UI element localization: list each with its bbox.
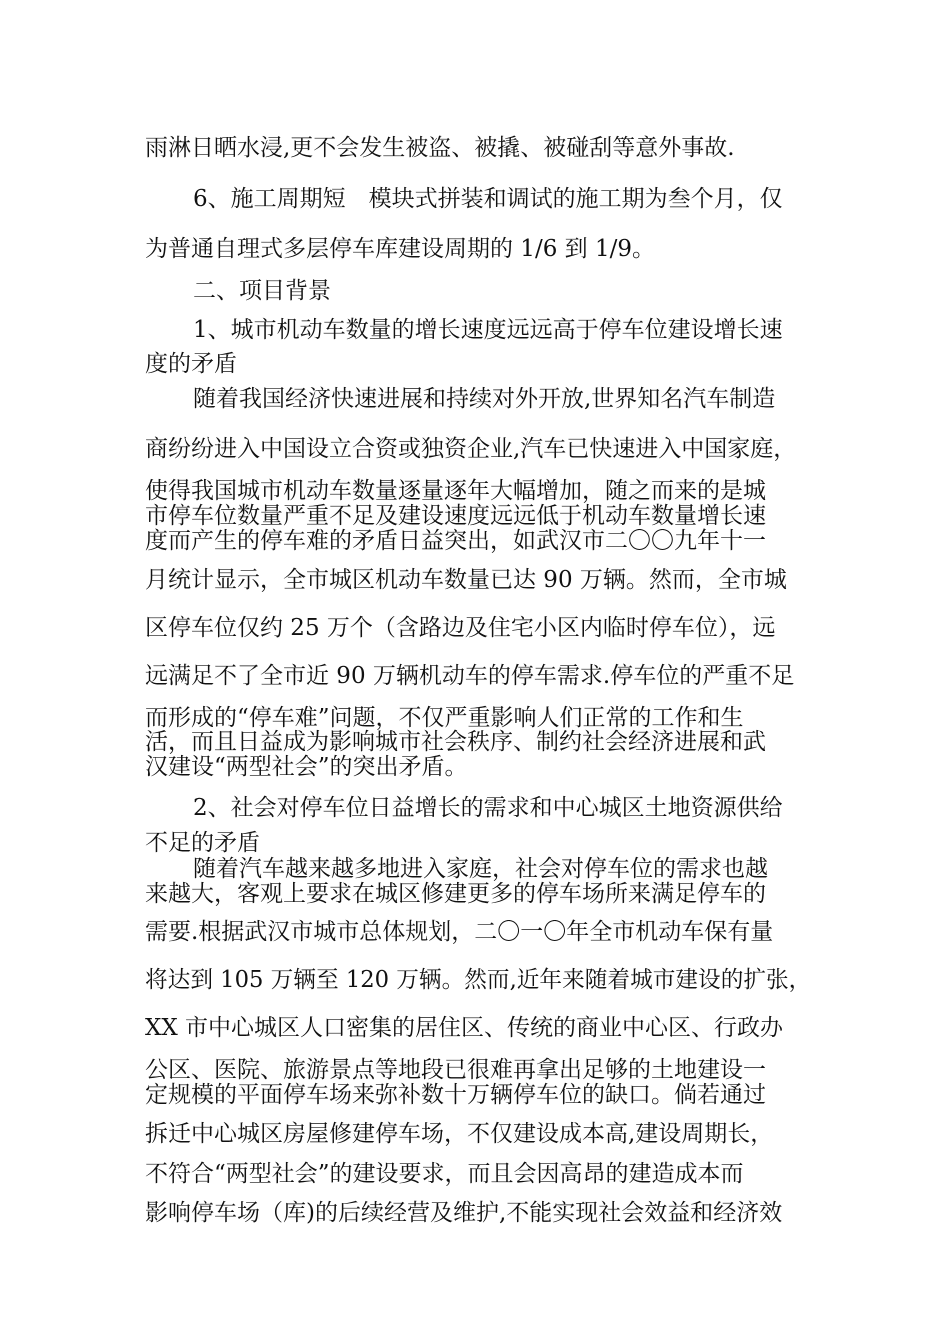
text-line: 为普通自理式多层停车库建设周期的 1/6 到 1/9。 (145, 236, 655, 262)
subsection-heading: 1、城市机动车数量的增长速度远远高于停车位建设增长速 (193, 317, 783, 343)
text-line: 影响停车场（库)的后续经营及维护,不能实现社会效益和经济效 (145, 1200, 783, 1226)
text-line: 随着我国经济快速进展和持续对外开放,世界知名汽车制造 (193, 386, 776, 412)
text-line: 市停车位数量严重不足及建设速度远远低于机动车数量增长速 (145, 503, 766, 529)
text-line: 需要.根据武汉市城市总体规划，二〇一〇年全市机动车保有量 (145, 919, 774, 945)
text-line: XX 市中心城区人口密集的居住区、传统的商业中心区、行政办 (145, 1015, 784, 1041)
text-line: 将达到 105 万辆至 120 万辆。然而,近年来随着城市建设的扩张， (145, 967, 812, 993)
text-line: 活，而且日益成为影响城市社会秩序、制约社会经济进展和武 (145, 729, 766, 755)
text-line: 6、施工周期短 模块式拼装和调试的施工期为叁个月，仅 (193, 186, 783, 212)
text-line: 来越大，客观上要求在城区修建更多的停车场所来满足停车的 (145, 881, 766, 907)
text-line: 拆迁中心城区房屋修建停车场，不仅建设成本高,建设周期长， (145, 1121, 774, 1147)
text-line: 使得我国城市机动车数量逐量逐年大幅增加，随之而来的是城 (145, 478, 766, 504)
text-line: 定规模的平面停车场来弥补数十万辆停车位的缺口。倘若通过 (145, 1082, 766, 1108)
text-line: 区停车位仅约 25 万个（含路边及住宅小区内临时停车位），远 (145, 615, 776, 641)
text-line: 商纷纷进入中国设立合资或独资企业,汽车已快速进入中国家庭， (145, 436, 797, 462)
text-line: 公区、医院、旅游景点等地段已很难再拿出足够的土地建设一 (145, 1057, 766, 1083)
subsection-heading-continued: 度的矛盾 (145, 351, 237, 377)
text-line: 汉建设“两型社会”的突出矛盾。 (145, 754, 468, 780)
text-line: 度而产生的停车难的矛盾日益突出，如武汉市二〇〇九年十一 (145, 528, 766, 554)
text-line: 雨淋日晒水浸,更不会发生被盗、被撬、被碰刮等意外事故. (145, 135, 735, 161)
text-line: 远满足不了全市近 90 万辆机动车的停车需求.停车位的严重不足 (145, 663, 795, 689)
section-heading: 二、项目背景 (193, 278, 331, 304)
subsection-heading: 2、社会对停车位日益增长的需求和中心城区土地资源供给 (193, 795, 783, 821)
text-line: 月统计显示，全市城区机动车数量已达 90 万辆。然而，全市城 (145, 567, 787, 593)
text-line: 而形成的“停车难”问题，不仅严重影响人们正常的工作和生 (145, 705, 744, 731)
text-line: 不符合“两型社会”的建设要求，而且会因高昂的建造成本而 (145, 1161, 744, 1187)
text-line: 随着汽车越来越多地进入家庭，社会对停车位的需求也越 (193, 856, 768, 882)
subsection-heading-continued: 不足的矛盾 (145, 830, 260, 856)
